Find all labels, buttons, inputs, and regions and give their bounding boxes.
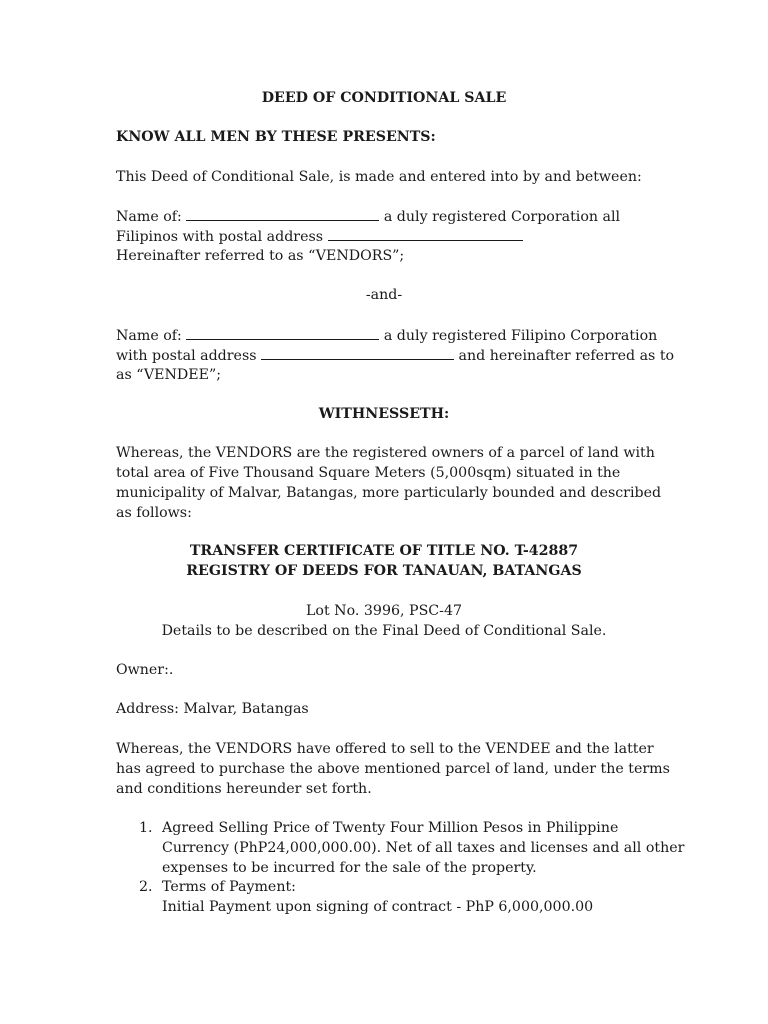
vendee-address-label: with postal address <box>116 348 257 364</box>
vendee-line-3: as “VENDEE”; <box>116 367 222 383</box>
term-2-number: 2. <box>139 879 153 895</box>
tct-heading-line-2: REGISTRY OF DEEDS FOR TANAUAN, BATANGAS <box>186 563 582 579</box>
vendee-address-blank <box>261 345 454 360</box>
intro-paragraph: This Deed of Conditional Sale, is made and entered into by and between: <box>116 169 642 185</box>
whereas-1-line-3: municipality of Malvar, Batangas, more particularly bounded and described <box>116 485 662 501</box>
vendee-line-2 <box>116 345 674 366</box>
whereas-1-line-2: total area of Five Thousand Square Meters (5,000sqm) situated in the <box>116 465 621 481</box>
term-1-number: 1. <box>139 820 153 836</box>
vendors-name-blank <box>186 206 379 221</box>
lot-number: Lot No. 3996, PSC-47 <box>306 603 462 619</box>
term-1-line-1: Agreed Selling Price of Twenty Four Million Pesos in Philippine <box>162 820 619 836</box>
vendors-name-label: Name of: <box>116 209 182 225</box>
term-1-line-3: expenses to be incurred for the sale of the property. <box>162 860 537 876</box>
know-all-heading: KNOW ALL MEN BY THESE PRESENTS: <box>116 129 436 145</box>
vendors-line-1-rest: a duly registered Corporation all <box>383 209 621 225</box>
vendee-line-1-rest: a duly registered Filipino Corporation <box>383 328 658 344</box>
and-separator: -and- <box>365 287 403 303</box>
vendors-line-1 <box>116 206 620 227</box>
document-title: DEED OF CONDITIONAL SALE <box>261 90 507 106</box>
whereas-2-line-2: has agreed to purchase the above mentioned parcel of land, under the terms <box>116 761 670 777</box>
vendee-name-label: Name of: <box>116 328 182 344</box>
address-line: Address: Malvar, Batangas <box>116 701 309 717</box>
vendors-address-blank <box>328 226 523 241</box>
term-1-line-2: Currency (PhP24,000,000.00). Net of all taxes and licenses and all other <box>162 840 685 856</box>
term-2-line-2: Initial Payment upon signing of contract - PhP 6,000,000.00 <box>162 899 594 915</box>
vendors-line-3: Hereinafter referred to as “VENDORS”; <box>116 248 405 264</box>
vendee-name-blank <box>186 325 379 340</box>
term-2-line-1: Terms of Payment: <box>162 879 296 895</box>
lot-details: Details to be described on the Final Deed of Conditional Sale. <box>161 623 607 639</box>
vendors-line-2 <box>116 226 523 247</box>
vendee-line-1 <box>116 325 657 346</box>
whereas-1-line-1: Whereas, the VENDORS are the registered owners of a parcel of land with <box>116 445 655 461</box>
tct-heading-line-1: TRANSFER CERTIFICATE OF TITLE NO. T-42887 <box>189 543 579 559</box>
vendee-line-2-rest: and hereinafter referred as to <box>458 348 675 364</box>
whereas-2-line-3: and conditions hereunder set forth. <box>116 781 372 797</box>
whereas-2-line-1: Whereas, the VENDORS have offered to sell to the VENDEE and the latter <box>116 741 654 757</box>
witnesseth-heading: WITHNESSETH: <box>318 406 450 422</box>
vendors-address-label: Filipinos with postal address <box>116 229 324 245</box>
owner-line: Owner:. <box>116 662 174 678</box>
whereas-1-line-4: as follows: <box>116 505 192 521</box>
